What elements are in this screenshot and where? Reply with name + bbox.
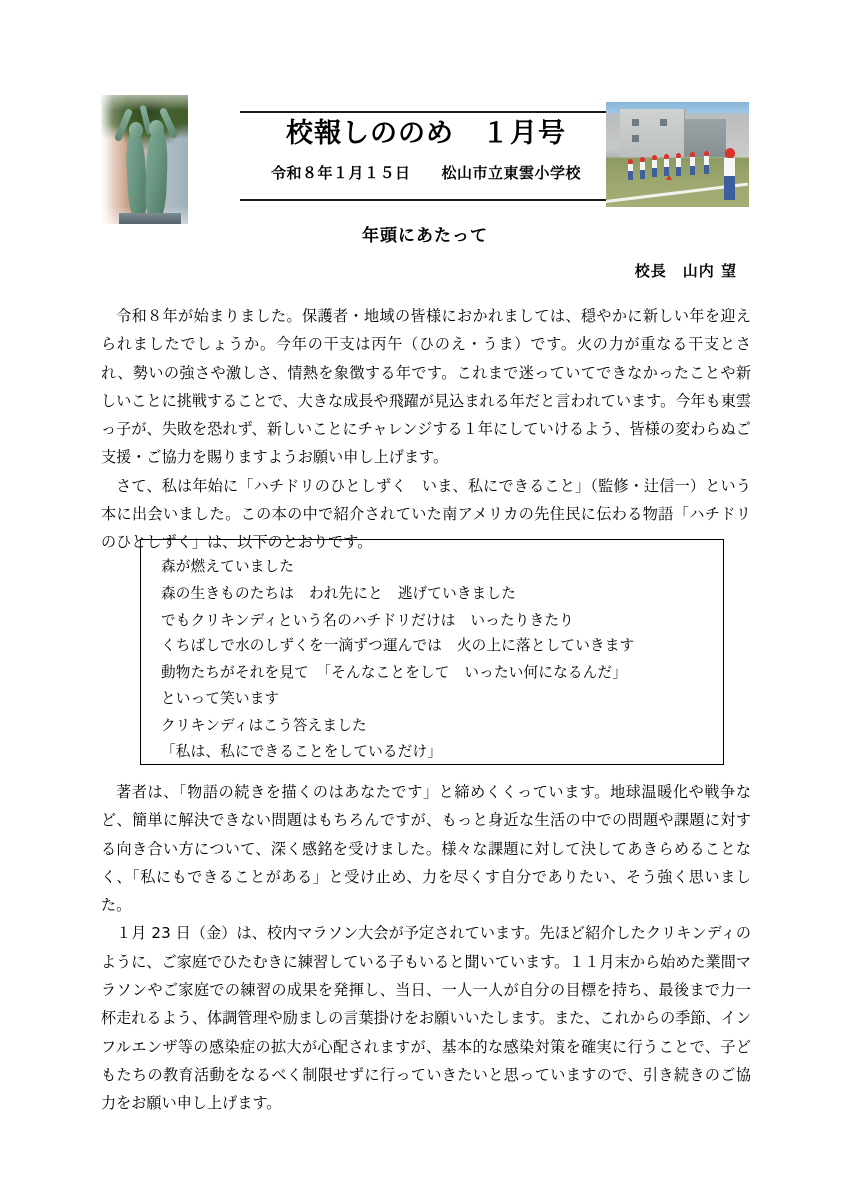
story-line: 動物たちがそれを見て 「そんなことをして いったい何になるんだ」 — [161, 664, 628, 682]
story-line: クリキンディはこう答えました — [161, 717, 367, 735]
story-line: 森が燃えていました — [161, 558, 295, 575]
story-line: 「私は、私にできることをしているだけ」 — [161, 742, 443, 760]
statue-head-right — [149, 120, 164, 137]
paragraph: さて、私は年始に「ハチドリのひとしずく いま、私にできること」（監修・辻信一）という本に出会いました。この本の中で紹介されていた南アメリカの先住民に伝わる物語「ハチドリのひとしずく」は、以下のとおりです。 — [101, 476, 751, 552]
runner — [652, 160, 657, 168]
paragraph: 令和８年が始まりました。保護者・地域の皆様におかれましては、穏やかに新しい年を迎えられましたでしょうか。今年の干支は丙午（ひのえ・うま）です。火の力が重なる干支とされ、勢いの強さや激しさ、情熱を象徴する年です。これまで迷っていてできなかったことや新しいことに挑戦することで、大きな成長や飛躍が見込まれる年だと言われています。今年も東雲っ子が、失敗を恐れず、新しいことにチャレンジする１年にしていけるよう、皆様の変わらぬご支援・ご協力を賜りますようお願い申し上げます。 — [101, 307, 751, 467]
statue-figure-right — [144, 128, 168, 221]
runner — [628, 164, 633, 171]
newsletter-title: 校報しののめ １月号 — [286, 118, 566, 149]
statue-figure-left — [125, 131, 149, 220]
masthead-rule-bottom — [240, 199, 612, 201]
bronze-statue-photo — [101, 95, 188, 224]
marathon-photo — [606, 102, 749, 207]
story-line: でもクリキンディという名のハチドリだけは いったりきたり — [161, 611, 574, 629]
article-byline: 校長 山内 望 — [634, 262, 737, 280]
article-heading: 年頭にあたって — [362, 226, 488, 246]
building-window — [632, 119, 639, 126]
runner — [690, 157, 695, 166]
runner — [704, 156, 709, 165]
article-body-after-box — [101, 778, 751, 1118]
newsletter-date-and-school: 令和８年１月１５日 松山市立東雲小学校 — [270, 164, 581, 182]
building-window — [632, 135, 639, 142]
masthead — [0, 0, 849, 215]
article-body-before-box — [101, 302, 751, 557]
statue-head-left — [129, 122, 143, 138]
building-window — [660, 119, 667, 126]
story-box — [140, 539, 724, 765]
paragraph: 著者は、「物語の続きを描くのはあなたです」と締めくくっています。地球温暖化や戦争など、簡単に解決できない問題はもちろんですが、もっと身近な生活の中での問題や課題に対する向き合い方について、深く感銘を受けました。様々な課題に対して決してあきらめることなく、「私にもできることがある」と受け止め、力を尽くす自分でありたい、そう強く思いました。 — [101, 783, 751, 915]
masthead-rule-top — [240, 111, 612, 113]
runner — [640, 162, 645, 170]
story-line: くちばしで水のしずくを一滴ずつ運んでは 火の上に落としていきます — [161, 637, 635, 655]
paragraph: １月 23 日（金）は、校内マラソン大会が予定されています。先ほど紹介したクリキンディのように、ご家庭でひたむきに練習している子もいると聞いています。１１月末から始めた業間マラソンやご家庭での練習の成果を発揮し、当日、一人一人が自分の目標を持ち、最後まで力一杯走れるよう、体調管理や励ましの言葉掛けをお願いいたします。また、これからの季節、インフルエンザ等の感染症の拡大が心配されますが、基本的な感染対策を確実に行うことで、子どもたちの教育活動をなるべく制限せずに行っていきたいと思っていますので、引き続きのご協力をお願い申し上げます。 — [101, 924, 751, 1113]
runner — [676, 158, 681, 167]
school-building — [620, 109, 685, 157]
story-line: 森の生きものたちは われ先にと 逃げていきました — [161, 584, 517, 602]
story-line: といって笑います — [161, 690, 280, 708]
runner-foreground — [724, 158, 735, 176]
runner — [664, 159, 669, 167]
